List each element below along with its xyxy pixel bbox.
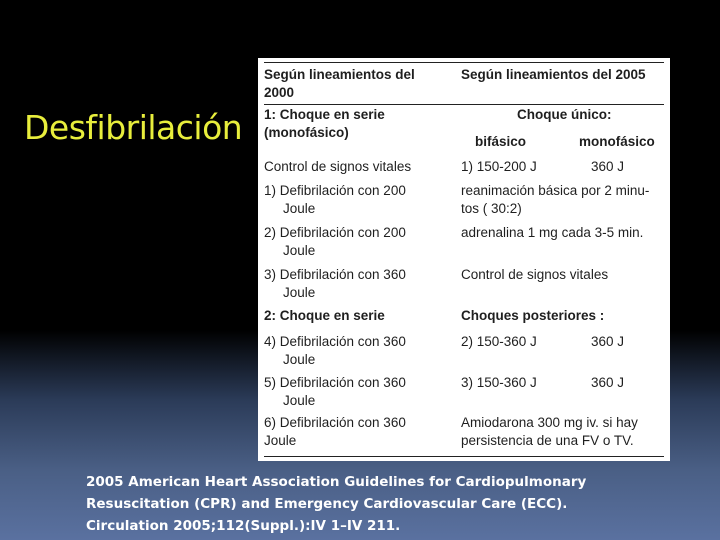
citation-line: Resuscitation (CPR) and Emergency Cardiovascular Care (ECC). bbox=[86, 496, 568, 512]
table-row-left: 5) Defibrilación con 360 Joule bbox=[264, 375, 406, 408]
citation-line: 2005 American Heart Association Guidelines for Cardiopulmonary bbox=[86, 474, 587, 490]
table-row-right: Control de signos vitales bbox=[461, 267, 609, 282]
subheader-monophasic: monofásico bbox=[579, 134, 655, 149]
table-row-left: 2) Defibrilación con 200 Joule bbox=[264, 225, 406, 258]
header-2005: Según lineamientos del 2005 bbox=[461, 67, 646, 82]
table-row-biphasic: 2) 150-360 J bbox=[461, 334, 537, 349]
citation-line: Circulation 2005;112(Suppl.):IV 1–IV 211. bbox=[86, 518, 401, 534]
header-2000: Según lineamientos del 2000 bbox=[264, 67, 415, 100]
subheader-biphasic: bifásico bbox=[475, 134, 527, 149]
table-top-rule bbox=[264, 62, 664, 63]
header-rule bbox=[264, 104, 664, 105]
section2-2005: Choques posteriores : bbox=[461, 308, 605, 323]
table-row-right: reanimación básica por 2 minu- tos ( 30:2) bbox=[461, 183, 650, 216]
table-row-left: 3) Defibrilación con 360 Joule bbox=[264, 267, 406, 300]
section2-2000: 2: Choque en serie bbox=[264, 308, 385, 323]
table-row-right: Amiodarona 300 mg iv. si hay persistencia de una FV o TV. bbox=[461, 415, 638, 448]
slide-title: Desfibrilación bbox=[24, 108, 243, 147]
table-row-monophasic: 360 J bbox=[591, 375, 625, 390]
section1-2005: Choque único: bbox=[517, 107, 612, 122]
table-row-left: Control de signos vitales bbox=[264, 159, 412, 174]
table-row-left: 1) Defibrilación con 200 Joule bbox=[264, 183, 406, 216]
table-row-monophasic: 360 J bbox=[591, 334, 625, 349]
table-row-left: 6) Defibrilación con 360 Joule bbox=[264, 415, 406, 448]
citation bbox=[86, 471, 706, 537]
guidelines-table bbox=[258, 58, 670, 461]
table-row-right: adrenalina 1 mg cada 3-5 min. bbox=[461, 225, 644, 240]
table-row-biphasic: 3) 150-360 J bbox=[461, 375, 537, 390]
table-row-left: 4) Defibrilación con 360 Joule bbox=[264, 334, 406, 367]
table-row-biphasic: 1) 150-200 J bbox=[461, 159, 537, 174]
section1-2000: 1: Choque en serie (monofásico) bbox=[264, 107, 385, 140]
table-bottom-rule bbox=[264, 456, 664, 457]
table-row-monophasic: 360 J bbox=[591, 159, 625, 174]
